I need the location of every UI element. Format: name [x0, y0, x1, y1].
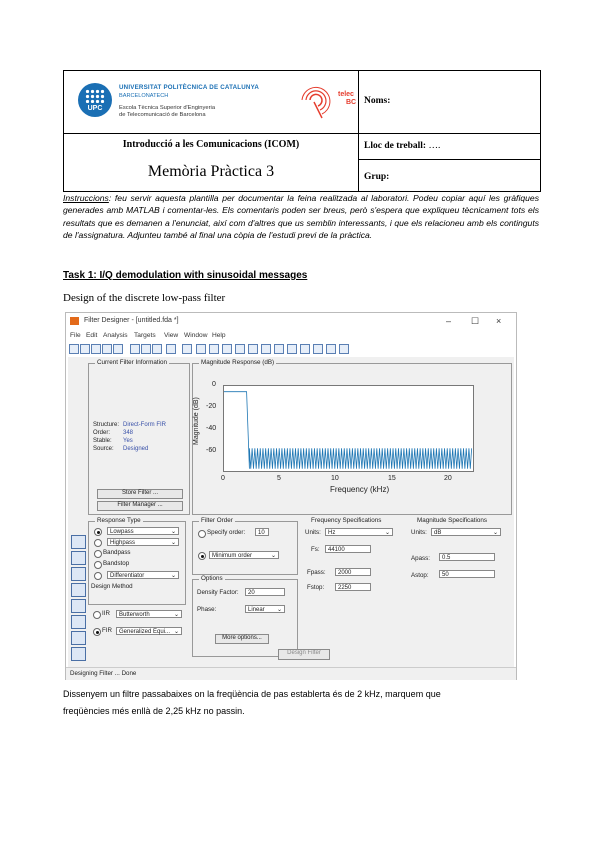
zoom-in-icon[interactable] [130, 344, 140, 354]
specify-order-input[interactable]: 10 [255, 528, 269, 536]
current-filter-group [88, 359, 190, 515]
matlab-app-icon [70, 317, 79, 325]
apass-label: Apass: [411, 555, 430, 562]
fir-radio[interactable] [93, 628, 101, 636]
frequency-spec-title: Frequency Specifications [311, 517, 382, 524]
print-icon[interactable] [102, 344, 112, 354]
magnitude-chart [224, 386, 473, 471]
mag-units-label: Units: [411, 529, 427, 536]
fpass-input[interactable]: 2000 [335, 568, 371, 576]
maximize-icon[interactable]: ☐ [471, 316, 480, 326]
density-input[interactable]: 20 [245, 588, 285, 596]
header-table [63, 70, 541, 192]
open-icon[interactable] [80, 344, 90, 354]
lloc-value: …. [428, 141, 441, 151]
phase-select[interactable]: Linear ⌄ [245, 605, 285, 613]
ytick-60: -60 [206, 447, 217, 454]
paragraph-line2: freqüències més enllà de 2,25 kHz no passin. [63, 706, 245, 716]
bandpass-label: Bandpass [103, 549, 131, 556]
highpass-select[interactable]: Highpass ⌄ [107, 538, 179, 546]
course-title: Introducció a les Comunicacions (ICOM) [122, 139, 300, 150]
full-view-icon[interactable] [166, 344, 176, 354]
highpass-radio[interactable] [94, 539, 102, 547]
options-title: Options [201, 575, 223, 582]
telecom-logo-icon [296, 80, 336, 120]
frequency-spec-group [302, 517, 402, 641]
design-caption: Design of the discrete low-pass filter [63, 292, 226, 304]
lowpass-radio[interactable] [94, 528, 102, 536]
phase-delay-icon[interactable] [248, 344, 258, 354]
minimize-icon[interactable]: – [446, 316, 452, 326]
grup-label: Grup: [364, 172, 390, 182]
mag-phase-icon[interactable] [222, 344, 232, 354]
mag-units-select[interactable]: dB ⌄ [431, 528, 501, 536]
info-source: Source: Designed [93, 446, 149, 452]
phase-label: Phase: [197, 606, 217, 613]
freq-units-select[interactable]: Hz ⌄ [325, 528, 393, 536]
fir-select[interactable]: Generalized Equi... ⌄ [116, 627, 182, 635]
menu-file[interactable]: File [70, 332, 81, 339]
telecom-logo-text: telec BC [338, 91, 357, 106]
realize-model-icon[interactable] [71, 567, 86, 581]
menu-help[interactable]: Help [212, 332, 226, 339]
store-filter-button[interactable]: Store Filter ... [97, 489, 183, 499]
import-icon[interactable] [71, 583, 86, 597]
xtick-0: 0 [221, 475, 225, 482]
school-name: Escola Tècnica Superior d'Enginyeria de Telecomunicació de Barcelona [119, 105, 216, 118]
xtick-10: 10 [331, 475, 339, 482]
magnitude-spec-group [408, 517, 510, 641]
instructions [63, 192, 539, 241]
design-icon[interactable] [71, 631, 86, 645]
apass-input[interactable]: 0.5 [439, 553, 495, 561]
magnitude-response-title: Magnitude Response (dB) [201, 359, 275, 366]
header-row-line [64, 133, 358, 134]
menu-window[interactable]: Window [184, 332, 208, 339]
filter-designer-window [65, 312, 517, 680]
paragraph-line1: Dissenyem un filtre passabaixes on la freqüència de pas establerta és de 2 kHz, marquem que [63, 689, 441, 699]
info-order: Order: 348 [93, 430, 134, 436]
astop-input[interactable]: 50 [439, 570, 495, 578]
differentiator-select[interactable]: Differentiator ⌄ [107, 571, 179, 579]
design-filter-button[interactable]: Design Filter [278, 649, 330, 660]
chart-xlabel: Frequency (kHz) [330, 485, 390, 494]
xtick-15: 15 [388, 475, 396, 482]
phase-icon[interactable] [209, 344, 219, 354]
save-icon[interactable] [91, 344, 101, 354]
ytick-0: 0 [212, 381, 216, 388]
window-titlebar [66, 313, 516, 329]
astop-label: Astop: [411, 572, 429, 579]
cost-icon[interactable] [326, 344, 336, 354]
info-structure: Structure: Direct-Form FIR [93, 422, 166, 428]
menu-analysis[interactable]: Analysis [103, 332, 128, 339]
menu-view[interactable]: View [164, 332, 179, 339]
info-stable: Stable: Yes [93, 438, 133, 444]
header-row-line [358, 133, 540, 134]
designer-body [68, 357, 514, 667]
close-icon[interactable]: × [496, 316, 502, 326]
menu-bar [66, 330, 516, 342]
ytick-40: -40 [206, 425, 217, 432]
iir-label: IIR [102, 610, 110, 617]
response-type-group [88, 517, 186, 605]
fstop-input[interactable]: 2250 [335, 583, 371, 591]
zoom-x-icon[interactable] [152, 344, 162, 354]
magnitude-icon[interactable] [196, 344, 206, 354]
freq-units-label: Units: [305, 529, 321, 536]
xtick-20: 20 [444, 475, 452, 482]
fpass-label: Fpass: [307, 569, 326, 576]
memoria-title: Memòria Pràctica 3 [147, 163, 275, 180]
status-text: Designing Filter ... Done [70, 670, 137, 677]
zoom-out-icon[interactable] [141, 344, 151, 354]
university-subname: BARCELONATECH [119, 93, 169, 99]
pole-zero-icon[interactable] [287, 344, 297, 354]
pole-zero-editor-icon[interactable] [71, 599, 86, 613]
description-paragraph [63, 686, 539, 720]
current-filter-title: Current Filter Information [97, 359, 167, 366]
coefficients-icon[interactable] [300, 344, 310, 354]
response-type-title: Response Type [97, 517, 141, 524]
step-response-icon[interactable] [274, 344, 284, 354]
design-method-title: Design Method [91, 583, 133, 590]
more-options-button[interactable]: More options... [215, 634, 269, 644]
university-name: UNIVERSITAT POLITÈCNICA DE CATALUNYA [119, 84, 259, 91]
fs-input[interactable]: 44100 [325, 545, 371, 553]
quantize-icon[interactable] [71, 551, 86, 565]
window-title: Filter Designer - [untitled.fda *] [84, 317, 179, 324]
menu-targets[interactable]: Targets [134, 332, 156, 339]
magnitude-plot[interactable] [223, 385, 474, 472]
header-row-line [358, 159, 540, 160]
lloc-field [364, 141, 440, 151]
toolbar [66, 343, 516, 355]
fir-label: FIR [102, 627, 112, 634]
iir-radio[interactable] [93, 611, 101, 619]
instructions-lead: Instruccions [63, 193, 109, 203]
instructions-text: : feu servir aquesta plantilla per documentar la feina realitzada al laboratori. Podeu copiar aquí les gràfiques generades amb MATLAB i comentar-les. Els comentaris poden ser breus, però s'espera que expliqueu tècnicament tots els resultats que es demanen a l'enunciat, així com d'altres que us semblin interessants, i que els relacioneu amb els continguts de l'assignatura. Adjunteu també al final una còpia de l'estudi previ de la pràctica. [63, 193, 539, 240]
new-icon[interactable] [69, 344, 79, 354]
task-title: Task 1: I/Q demodulation with sinusoidal messages [63, 270, 308, 281]
filter-order-group [192, 517, 298, 575]
transform-icon[interactable] [71, 535, 86, 549]
density-label: Density Factor: [197, 589, 239, 596]
impulse-response-icon[interactable] [261, 344, 271, 354]
xtick-5: 5 [277, 475, 281, 482]
bandstop-radio[interactable] [94, 561, 102, 569]
magnitude-spec-title: Magnitude Specifications [417, 517, 488, 524]
single-rate-icon[interactable] [71, 647, 86, 661]
filter-specs-icon[interactable] [182, 344, 192, 354]
chart-ylabel: Magnitude (dB) [193, 397, 200, 445]
ytick-20: -20 [206, 403, 217, 410]
noms-label: Noms: [364, 96, 391, 106]
lloc-label: Lloc de treball: [364, 141, 427, 151]
info-icon[interactable] [313, 344, 323, 354]
iir-select[interactable]: Butterworth ⌄ [116, 610, 182, 618]
filter-manager-button[interactable]: Filter Manager ... [97, 501, 183, 511]
specify-order-label: Specify order: [207, 529, 246, 536]
filter-order-title: Filter Order [201, 517, 233, 524]
header-divider [358, 71, 359, 191]
menu-edit[interactable]: Edit [86, 332, 98, 339]
group-delay-icon[interactable] [235, 344, 245, 354]
help-icon[interactable] [339, 344, 349, 354]
magnitude-series-line [224, 392, 472, 469]
minimum-order-select[interactable]: Minimum order ⌄ [209, 551, 279, 559]
fstop-label: Fstop: [307, 584, 325, 591]
status-bar [66, 667, 516, 680]
bandpass-radio[interactable] [94, 550, 102, 558]
minimum-order-radio[interactable] [198, 552, 206, 560]
fs-label: Fs: [311, 546, 320, 553]
specify-order-radio[interactable] [198, 530, 206, 538]
bandstop-label: Bandstop [103, 560, 130, 567]
print-preview-icon[interactable] [113, 344, 123, 354]
upc-logo [78, 83, 112, 117]
upc-logo-text: UPC [87, 105, 103, 112]
multirate-icon[interactable] [71, 615, 86, 629]
options-group [192, 575, 298, 657]
lowpass-select[interactable]: Lowpass ⌄ [107, 527, 179, 535]
differentiator-radio[interactable] [94, 572, 102, 580]
